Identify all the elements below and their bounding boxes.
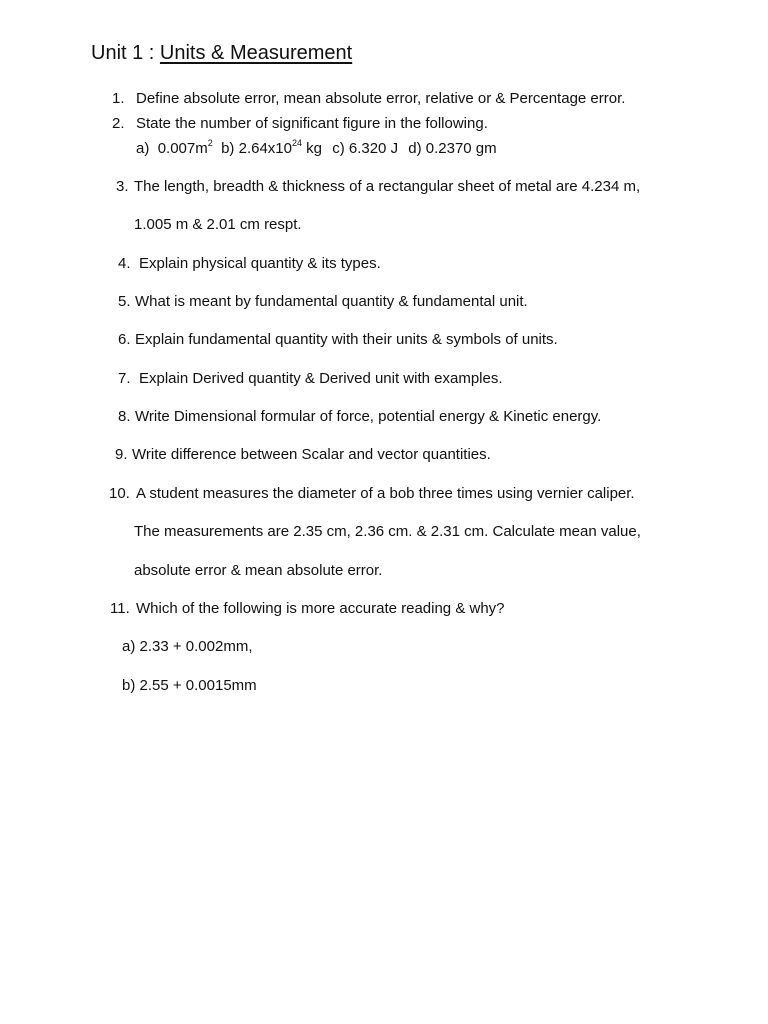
question-4 (118, 254, 381, 274)
question-number: 11. (110, 600, 130, 617)
option-text: b) 2.55 + 0.0015mm (122, 677, 257, 694)
question-number: 9. (115, 446, 128, 463)
question-10-continued-2 (134, 561, 382, 581)
option-a-base: 0.007m (157, 140, 208, 157)
question-text: Explain fundamental quantity with their units & symbols of units. (135, 331, 558, 348)
question-text: A student measures the diameter of a bob three times using vernier caliper. (136, 485, 635, 502)
question-number: 2. (112, 115, 125, 132)
question-text: What is meant by fundamental quantity & fundamental unit. (135, 293, 528, 310)
option-b-label: b) (221, 140, 235, 157)
question-6 (118, 330, 558, 350)
question-5 (118, 292, 528, 312)
question-11-option-b (122, 676, 257, 696)
title-prefix: Unit 1 : (91, 42, 160, 64)
question-number: 5. (118, 293, 131, 310)
question-10-continued-1 (134, 522, 641, 542)
question-8 (118, 407, 601, 427)
question-3 (116, 177, 640, 197)
question-text: 1.005 m & 2.01 cm respt. (134, 216, 302, 233)
question-11 (110, 599, 505, 619)
option-d: d) 0.2370 gm (408, 140, 497, 157)
question-11-option-a (122, 637, 253, 657)
question-9 (115, 445, 491, 465)
question-text: The length, breadth & thickness of a rectangular sheet of metal are 4.234 m, (134, 178, 641, 195)
question-text: The measurements are 2.35 cm, 2.36 cm. & 2.31 cm. Calculate mean value, (134, 523, 641, 540)
question-2-options (136, 139, 497, 159)
question-number: 6. (118, 331, 131, 348)
question-text: Explain physical quantity & its types. (139, 255, 381, 272)
question-2 (112, 114, 488, 134)
question-number: 3. (116, 178, 129, 195)
option-c: c) 6.320 J (332, 140, 399, 157)
question-text: State the number of significant figure in the following. (136, 115, 488, 132)
question-3-continued (134, 215, 302, 235)
option-a-exponent: 2 (207, 138, 213, 148)
question-text: Write Dimensional formular of force, potential energy & Kinetic energy. (135, 408, 602, 425)
option-text: a) 2.33 + 0.002mm, (122, 638, 253, 655)
option-b-exponent: 24 (292, 138, 303, 148)
title-main: Units & Measurement (159, 42, 353, 64)
question-text: Define absolute error, mean absolute error, relative or & Percentage error. (136, 90, 626, 107)
question-number: 4. (118, 255, 131, 272)
question-text: Explain Derived quantity & Derived unit with examples. (139, 370, 503, 387)
question-1 (112, 89, 625, 109)
question-text: Which of the following is more accurate reading & why? (136, 600, 505, 617)
question-number: 8. (118, 408, 131, 425)
question-text: Write difference between Scalar and vector quantities. (132, 446, 491, 463)
question-10 (109, 484, 635, 504)
page-title (91, 42, 352, 65)
question-7 (118, 369, 503, 389)
option-b-unit: kg (302, 140, 323, 157)
option-b-base: 2.64x10 (238, 140, 292, 157)
question-number: 7. (118, 370, 131, 387)
question-number: 10. (109, 485, 130, 502)
option-a-label: a) (136, 140, 150, 157)
question-number: 1. (112, 90, 125, 107)
question-text: absolute error & mean absolute error. (134, 562, 383, 579)
